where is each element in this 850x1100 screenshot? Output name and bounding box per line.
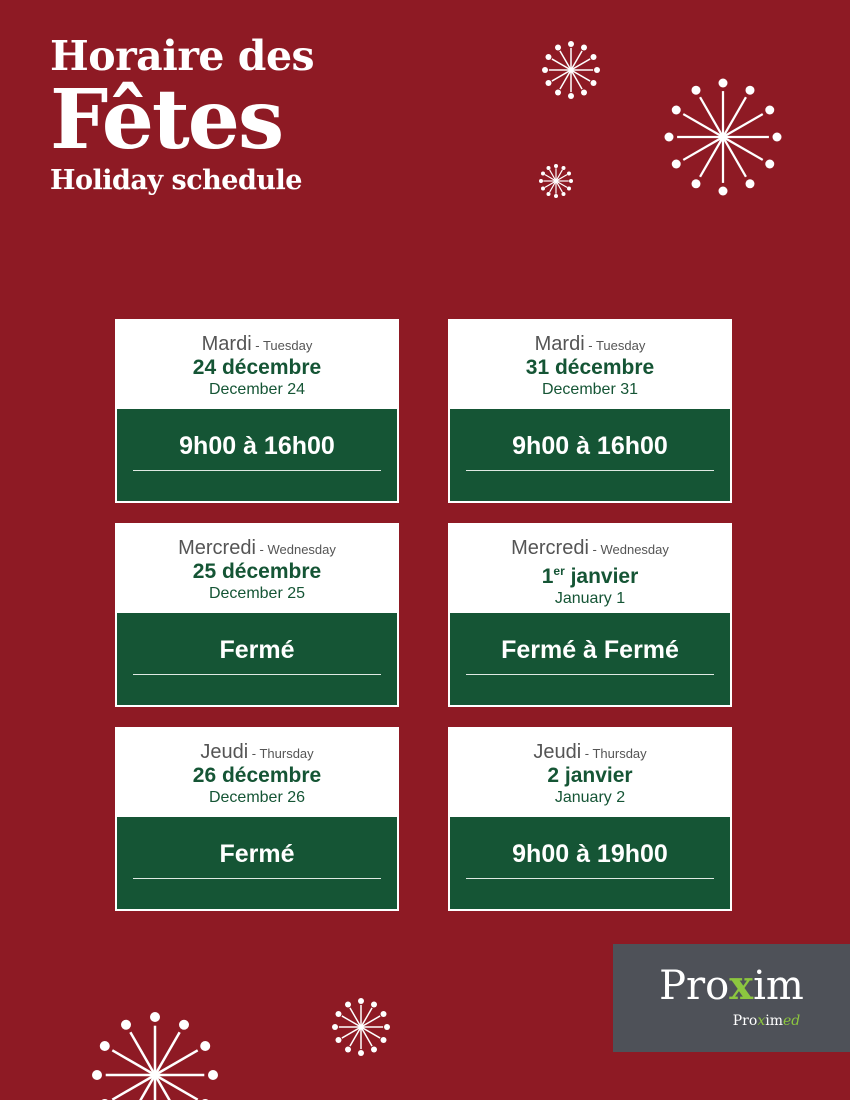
date-french: 2 janvier [547,764,633,787]
card-header [117,729,397,819]
day-english: Tuesday [595,338,646,353]
logo-x-mark: x [729,962,754,1009]
logo-part: im [753,963,804,1009]
date-english: January 1 [554,590,626,607]
logo-sub-part: Pro [732,1013,758,1029]
card-header [117,525,397,615]
day-french: Mercredi [511,537,589,559]
day-french: Mercredi [178,537,256,559]
date-english: January 2 [554,789,626,806]
hours-panel [450,817,730,909]
day-separator: - [588,542,601,557]
logo-part: Pro [659,963,730,1009]
opening-hours: 9h00 à 16h00 [133,432,381,471]
day-english: Wednesday [600,542,669,557]
date-english: December 24 [208,381,306,398]
date-french: 31 décembre [525,356,655,379]
opening-hours: 9h00 à 19h00 [466,840,714,879]
day-separator: - [248,746,260,761]
date-month: janvier [564,565,639,588]
schedule-card-dec24 [115,319,399,503]
day-separator: - [251,338,263,353]
day-french: Mardi [201,333,252,355]
day-english: Tuesday [262,338,313,353]
title-line-2: Fêtes [50,72,283,168]
schedule-card-jan1 [448,523,732,707]
date-french: 25 décembre [192,560,322,583]
title-line-1: Horaire des [50,32,315,80]
proxim-logo [613,944,850,1052]
opening-hours: Fermé à Fermé [466,636,714,675]
snowflake-icon [571,70,572,71]
title-line-3: Holiday schedule [50,165,302,196]
card-header [450,525,730,615]
card-header [117,321,397,411]
card-header [450,729,730,819]
logo-sub-med: ed [782,1013,801,1029]
hours-panel [117,817,397,909]
hours-panel [450,613,730,705]
opening-hours: Fermé [133,840,381,879]
logo-subbrand [613,1013,850,1029]
date-french: 26 décembre [192,764,322,787]
schedule-card-dec26 [115,727,399,911]
hours-panel [117,613,397,705]
day-english: Thursday [592,746,647,761]
date-ordinal: er [553,564,565,578]
card-header [450,321,730,411]
snowflake-icon [361,1027,362,1028]
schedule-card-dec25 [115,523,399,707]
opening-hours: Fermé [133,636,381,675]
hours-panel [450,409,730,501]
day-separator: - [255,542,268,557]
date-french: 24 décembre [192,356,322,379]
day-french: Jeudi [200,741,249,763]
day-english: Wednesday [267,542,336,557]
schedule-card-dec31 [448,319,732,503]
opening-hours: 9h00 à 16h00 [466,432,714,471]
logo-sub-x: x [757,1013,766,1029]
date-number: 1 [541,565,554,588]
date-english: December 31 [541,381,639,398]
logo-sub-part: im [765,1013,783,1029]
day-separator: - [581,746,593,761]
date-french [450,559,730,589]
snowflake-icon [723,137,724,138]
page-title [50,32,315,196]
date-english: December 25 [208,585,306,602]
day-separator: - [584,338,596,353]
date-english: December 26 [208,789,306,806]
snowflake-icon [155,1075,156,1076]
snowflake-icon [556,181,557,182]
logo-wordmark [613,964,850,1008]
day-french: Mardi [534,333,585,355]
schedule-card-jan2 [448,727,732,911]
hours-panel [117,409,397,501]
day-french: Jeudi [533,741,582,763]
day-english: Thursday [259,746,314,761]
